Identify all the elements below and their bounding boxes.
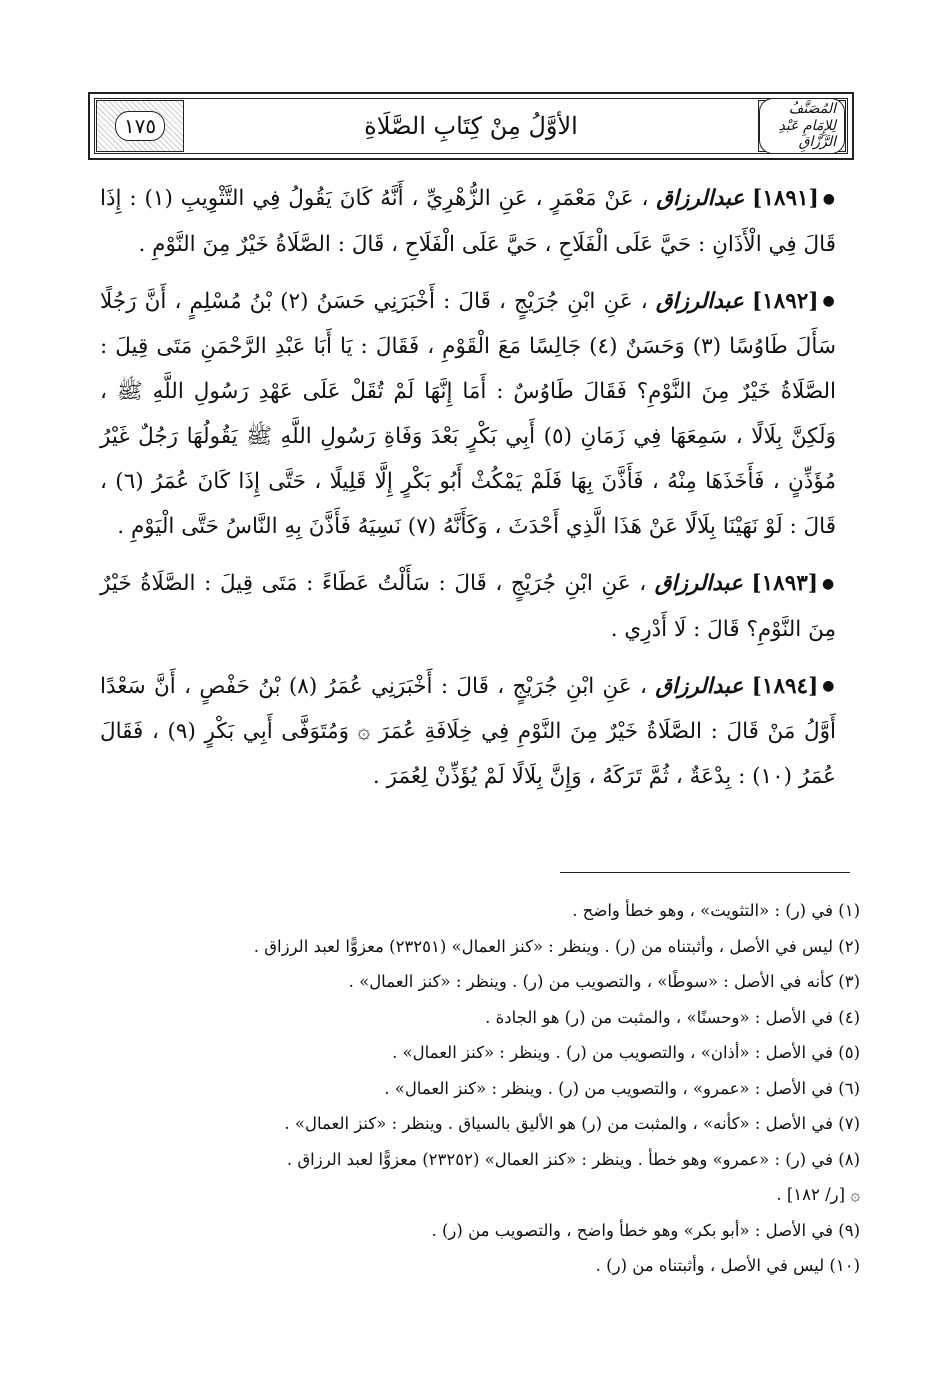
narrator: عبدالرزاق	[656, 186, 745, 211]
bullet-icon: ●	[822, 190, 836, 207]
footnote: (١) في (ر) : «التثويت» ، وهو خطأ واضح .	[572, 901, 860, 920]
bullet-icon: ●	[822, 575, 836, 592]
page-header	[88, 92, 854, 160]
footnote-divider	[560, 872, 850, 873]
bullet-icon: ●	[822, 293, 836, 309]
narrator: عبدالرزاق	[654, 571, 743, 596]
footnote: (٧) في الأصل : «كأنه» ، والمثبت من (ر) هو الأليق بالسياق . وينظر : «كنز العمال» .	[284, 1114, 860, 1133]
page-number-box	[96, 100, 184, 152]
hadith-entry	[100, 279, 836, 550]
footnote: (٦) في الأصل : «عمرو» ، والتصويب من (ر) . وينظر : «كنز العمال» .	[384, 1078, 860, 1098]
hadith-text: ، عَنْ مَعْمَرٍ ، عَنِ الزُّهْرِيِّ ، أَنَّهُ كَانَ يَقُولُ فِي التَّثْوِيبِ (١) : إِذَا قَالَ فِي الْأَذَانِ : حَيَّ عَلَى الْفَلَاحِ ، حَيَّ عَلَى الْفَلَاحِ ، قَالَ : الصَّلَاةُ خَيْرٌ مِنَ النَّوْمِ .	[100, 186, 836, 257]
footnote: (١٠) ليس في الأصل ، وأثبتناه من (ر) .	[595, 1256, 860, 1275]
footnote: (٨) في (ر) : «عمرو» وهو خطأ . وينظر : «كنز العمال» (٢٣٢٥٢) معزوًّا لعبد الرزاق .	[286, 1149, 860, 1169]
footnotes	[100, 893, 860, 1284]
hadith-text: ، عَنِ ابْنِ جُرَيْجٍ ، قَالَ : سَأَلْتُ عَطَاءً : مَتَى قِيلَ : الصَّلَاةُ خَيْرٌ مِنَ النَّوْمِ؟ قَالَ : لَا أَدْرِي .	[100, 571, 836, 642]
hadith-number: [١٨٩٣]	[751, 571, 819, 596]
footnote: (٥) في الأصل : «أذان» ، والتصويب من (ر) . وينظر : «كنز العمال» .	[392, 1043, 860, 1062]
narrator: عبدالرزاق	[655, 673, 744, 699]
hadith-entry	[100, 561, 836, 652]
footnote: (٤) في الأصل : «وحسنًا» ، والمثبت من (ر) هو الجادة .	[485, 1007, 860, 1027]
narrator: عبدالرزاق	[655, 288, 744, 314]
hadith-number: [١٨٩٤]	[751, 673, 819, 699]
hadith-text: ، عَنِ ابْنِ جُرَيْجٍ ، قَالَ : أَخْبَرَنِي حَسَنُ (٢) بْنُ مُسْلِمٍ ، أَنَّ رَجُلًا سَأَلَ طَاوُسًا (٣) وَحَسَنٌ (٤) جَالِسًا مَعَ الْقَوْمِ ، فَقَالَ : يَا أَبَا عَبْدِ الرَّحْمَنِ مَتَى قِيلَ : الصَّلَاةُ خَيْرٌ مِنَ النَّوْمِ؟ فَقَالَ طَاوُسٌ : أَمَا إِنَّهَا لَمْ تُقَلْ عَلَى عَهْدِ رَسُولِ اللَّهِ ﷺ ، وَلَكِنَّ بِلَالًا ، سَمِعَهَا فِي زَمَانِ (٥) أَبِي بَكْرٍ بَعْدَ وَفَاةِ رَسُولِ اللَّهِ ﷺ يَقُولُهَا رَجُلٌ غَيْرُ مُؤَذِّنٍ ، فَأَخَذَهَا مِنْهُ ، فَأَذَّنَ بِهَا فَلَمْ يَمْكُثْ أَبُو بَكْرٍ إِلَّا قَلِيلًا ، حَتَّى إِذَا كَانَ عُمَرُ (٦) ، قَالَ : لَوْ نَهَيْنَا بِلَالًا عَنْ هَذَا الَّذِي أَحْدَثَ ، وَكَأَنَّهُ (٧) نَسِيَهُ فَأَذَّنَ بِهِ النَّاسُ حَتَّى الْيَوْمِ .	[100, 288, 836, 539]
footnote: (٣) كأنه في الأصل : «سوطًا» ، والتصويب من (ر) . وينظر : «كنز العمال» .	[348, 972, 860, 991]
book-title: المُصَنَّفُ لِلإِمَامِ عَبْدِ الرَّزَّاقِ	[759, 98, 845, 154]
hadith-number: [١٨٩٢]	[751, 288, 819, 314]
book-emblem	[758, 100, 846, 152]
hadith-text: ، عَنِ ابْنِ جُرَيْجٍ ، قَالَ : أَخْبَرَنِي عُمَرُ (٨) بْنُ حَفْصٍ ، أَنَّ سَعْدًا أَوَّلُ مَنْ قَالَ : الصَّلَاةُ خَيْرٌ مِنَ النَّوْمِ فِي خِلَافَةِ عُمَرَ ۞ وَمُتَوَفَّى أَبِي بَكْرٍ (٩) ، فَقَالَ عُمَرُ (١٠) : بِدْعَةٌ ، ثُمَّ تَرَكَهُ ، وَإِنَّ بِلَالًا لَمْ يُؤَذِّنْ لِعُمَرَ .	[100, 673, 836, 789]
hadith-number: [١٨٩١]	[752, 186, 819, 211]
footnote: ۞ [ر/ ١٨٢] .	[776, 1185, 860, 1204]
bullet-icon: ●	[822, 678, 836, 694]
hadith-entry	[100, 176, 836, 267]
footnote: (٩) في الأصل : «أبو بكر» وهو خطأ واضح ، والتصويب من (ر) .	[431, 1220, 860, 1240]
hadith-entry	[100, 664, 836, 800]
hadith-body	[100, 176, 836, 811]
page-number: ١٧٥	[115, 111, 165, 141]
footnote: (٢) ليس في الأصل ، وأثبتناه من (ر) . وينظر : «كنز العمال» (٢٣٢٥١) معزوًّا لعبد الرزاق .	[253, 936, 860, 956]
page-title: الأوَّلُ مِنْ كِتَابِ الصَّلَاةِ	[364, 112, 578, 140]
